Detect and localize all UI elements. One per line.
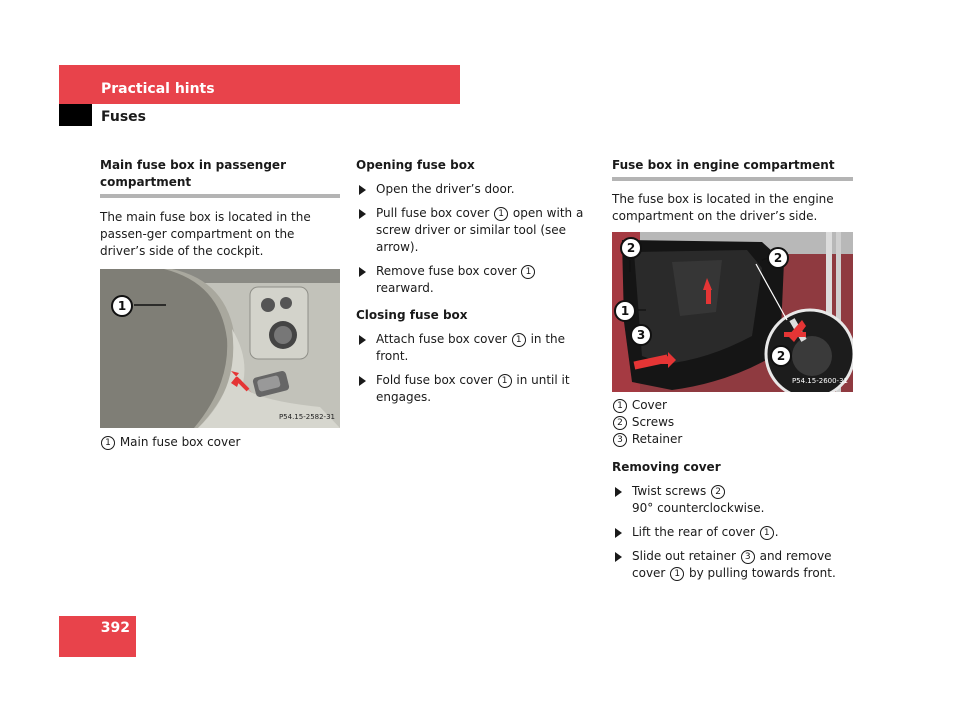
section-title: Fuses bbox=[101, 109, 146, 125]
bullet-icon bbox=[359, 376, 366, 386]
step-remove-cover bbox=[356, 263, 596, 297]
step-text: Lift the rear of cover bbox=[632, 525, 755, 539]
ref-number: 2 bbox=[711, 485, 725, 499]
engine-callout-cover: 1 bbox=[614, 300, 636, 322]
engine-compartment-illustration bbox=[612, 232, 853, 392]
step-text: in until it engages. bbox=[376, 373, 570, 404]
bullet-icon bbox=[615, 487, 622, 497]
legend-number: 1 bbox=[613, 399, 627, 413]
column-opening-closing bbox=[356, 157, 596, 406]
main-fuse-box-heading: Main fuse box in passenger compartment bbox=[100, 157, 340, 198]
column-main-fuse-box bbox=[100, 157, 340, 451]
page-number: 392 bbox=[100, 620, 130, 636]
main-fuse-box-text: The main fuse box is located in the passen-ger compartment on the driver’s side of the cockpit. bbox=[100, 210, 311, 258]
legend-item-retainer bbox=[612, 431, 853, 448]
legend-number: 1 bbox=[101, 436, 115, 450]
legend-text: Main fuse box cover bbox=[119, 435, 241, 449]
removing-cover-heading: Removing cover bbox=[612, 460, 721, 474]
cockpit-callout-1: 1 bbox=[111, 295, 133, 317]
legend-number: 2 bbox=[613, 416, 627, 430]
bullet-icon bbox=[615, 552, 622, 562]
ref-number: 3 bbox=[741, 550, 755, 564]
page-number-box bbox=[59, 616, 136, 657]
chapter-title: Practical hints bbox=[101, 81, 215, 97]
ref-number: 1 bbox=[521, 265, 535, 279]
step-text: Slide out retainer bbox=[632, 549, 736, 563]
engine-callout-screw-detail: 2 bbox=[770, 345, 792, 367]
step-open-door bbox=[356, 181, 596, 198]
legend-main-fuse-cover bbox=[100, 434, 340, 451]
legend-item-screws bbox=[612, 414, 853, 431]
engine-callout-screw-left: 2 bbox=[620, 237, 642, 259]
step-twist-screws bbox=[612, 483, 853, 517]
ref-number: 1 bbox=[498, 374, 512, 388]
step-text: in the front. bbox=[376, 332, 566, 363]
ref-number: 1 bbox=[760, 526, 774, 540]
opening-heading: Opening fuse box bbox=[356, 158, 475, 172]
legend-text: Cover bbox=[631, 398, 667, 412]
engine-fuse-photo bbox=[612, 232, 853, 392]
step-text: Attach fuse box cover bbox=[376, 332, 507, 346]
legend-number: 3 bbox=[613, 433, 627, 447]
step-text: Twist screws bbox=[632, 484, 707, 498]
step-text: Remove fuse box cover bbox=[376, 264, 517, 278]
legend-text: Screws bbox=[631, 415, 675, 429]
step-text: . bbox=[774, 525, 779, 539]
legend-item-cover bbox=[612, 397, 853, 414]
photo-code-2: P54.15-2600-31 bbox=[791, 377, 848, 385]
ref-number: 1 bbox=[494, 207, 508, 221]
ref-number: 1 bbox=[670, 567, 684, 581]
step-text: 90° counterclockwise. bbox=[632, 501, 765, 515]
step-text: rearward. bbox=[376, 281, 434, 295]
cockpit-fuse-photo bbox=[100, 269, 340, 428]
step-text: Pull fuse box cover bbox=[376, 206, 490, 220]
engine-callout-retainer: 3 bbox=[630, 324, 652, 346]
legend-text: Retainer bbox=[631, 432, 683, 446]
column-engine-fuse-box bbox=[612, 157, 853, 582]
engine-fuse-box-heading: Fuse box in engine compartment bbox=[612, 157, 853, 181]
closing-heading: Closing fuse box bbox=[356, 308, 468, 322]
step-text: by pulling towards front. bbox=[689, 566, 836, 580]
bullet-icon bbox=[359, 185, 366, 195]
bullet-icon bbox=[359, 267, 366, 277]
step-attach-cover bbox=[356, 331, 596, 365]
bullet-icon bbox=[615, 528, 622, 538]
cockpit-illustration bbox=[100, 269, 340, 428]
step-lift-cover bbox=[612, 524, 853, 541]
engine-callout-screw-right: 2 bbox=[767, 247, 789, 269]
header-tab-marker bbox=[59, 104, 92, 126]
bullet-icon bbox=[359, 335, 366, 345]
step-text: open with a screw driver or similar tool (see arrow). bbox=[376, 206, 584, 254]
step-text: Fold fuse box cover bbox=[376, 373, 493, 387]
ref-number: 1 bbox=[512, 333, 526, 347]
engine-legend bbox=[612, 397, 853, 448]
engine-fuse-box-text: The fuse box is located in the engine compartment on the driver’s side. bbox=[612, 192, 834, 223]
bullet-icon bbox=[359, 209, 366, 219]
step-text: and remove cover bbox=[632, 549, 832, 580]
step-fold-cover bbox=[356, 372, 596, 406]
step-pull-cover bbox=[356, 205, 596, 256]
step-text: Open the driver’s door. bbox=[376, 182, 515, 196]
step-slide-retainer bbox=[612, 548, 853, 582]
photo-code-1: P54.15-2582-31 bbox=[278, 413, 335, 421]
